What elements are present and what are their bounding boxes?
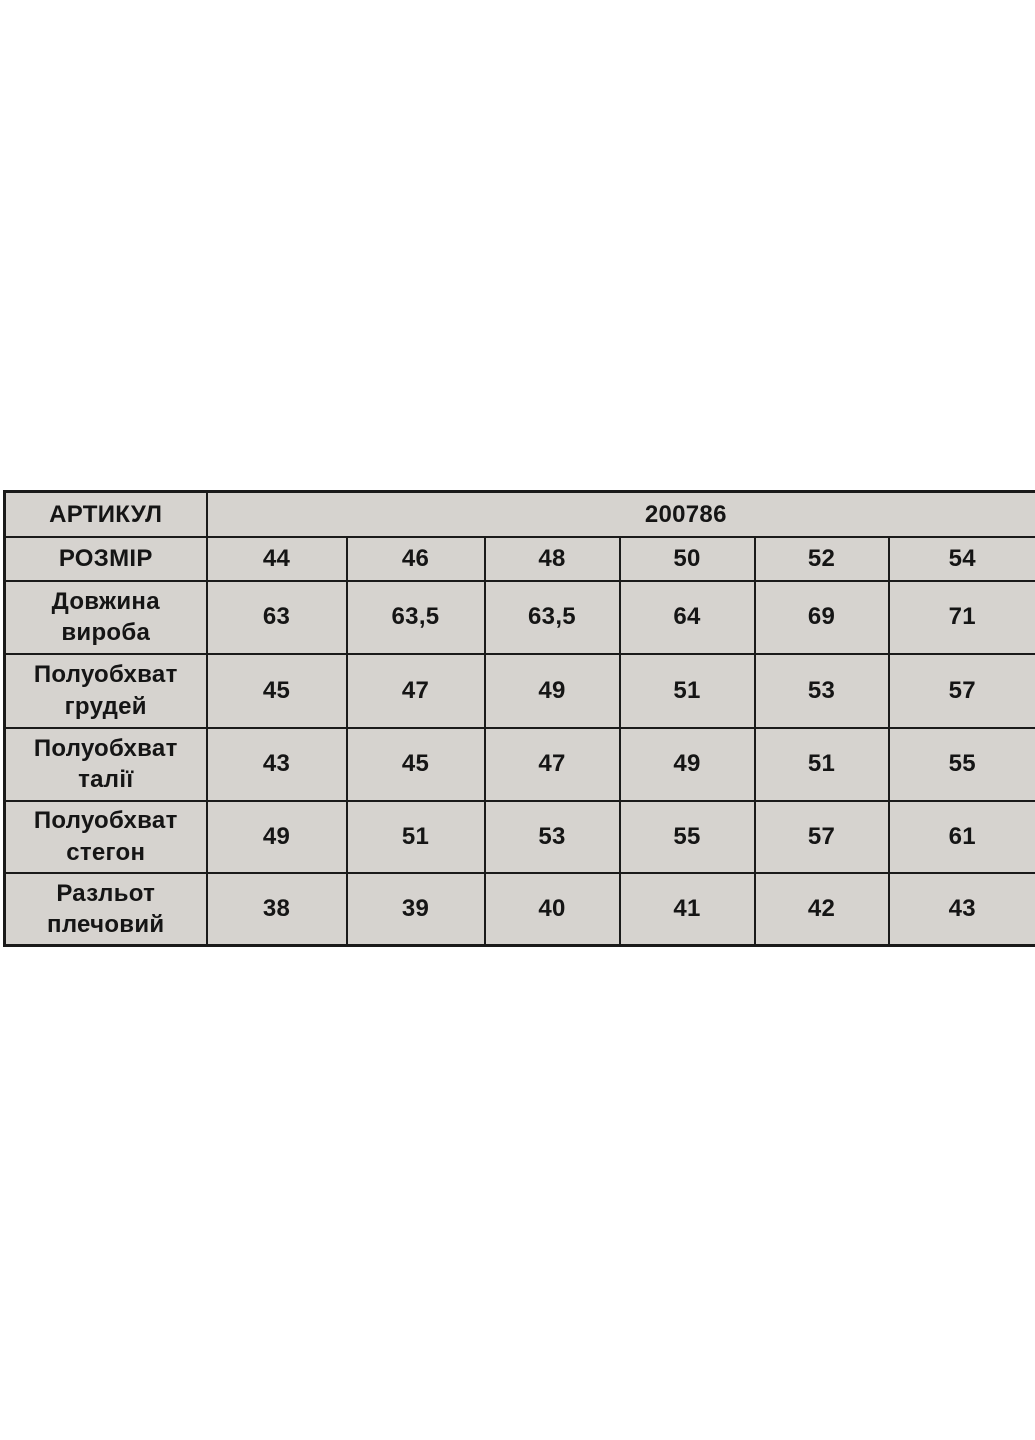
measurement-row — [5, 654, 1035, 728]
measurement-value: 41 — [620, 873, 755, 946]
size-value: 50 — [620, 537, 755, 581]
measurement-value: 69 — [755, 581, 889, 654]
measurement-value: 63,5 — [347, 581, 485, 654]
measurement-value: 61 — [889, 801, 1035, 873]
measurement-value: 47 — [347, 654, 485, 728]
measurement-row — [5, 728, 1035, 801]
measurement-value: 64 — [620, 581, 755, 654]
measurement-value: 55 — [620, 801, 755, 873]
size-value: 52 — [755, 537, 889, 581]
size-value: 44 — [207, 537, 347, 581]
measurement-value: 51 — [755, 728, 889, 801]
measurement-value: 63,5 — [485, 581, 620, 654]
measurement-value: 53 — [755, 654, 889, 728]
size-value: 46 — [347, 537, 485, 581]
measurement-value: 57 — [889, 654, 1035, 728]
measurement-value: 53 — [485, 801, 620, 873]
measurement-value: 51 — [347, 801, 485, 873]
measurement-value: 51 — [620, 654, 755, 728]
size-value: 54 — [889, 537, 1035, 581]
size-label: РОЗМІР — [5, 537, 207, 581]
measurement-value: 63 — [207, 581, 347, 654]
article-row — [5, 492, 1035, 537]
measurement-value: 38 — [207, 873, 347, 946]
article-value: 200786 — [207, 492, 1035, 537]
measurement-value: 45 — [347, 728, 485, 801]
measurement-row — [5, 801, 1035, 873]
measurement-value: 45 — [207, 654, 347, 728]
measurement-value: 39 — [347, 873, 485, 946]
measurement-value: 71 — [889, 581, 1035, 654]
measurement-label: Разльот плечовий — [5, 873, 207, 946]
measurement-value: 55 — [889, 728, 1035, 801]
size-row — [5, 537, 1035, 581]
measurement-value: 47 — [485, 728, 620, 801]
measurement-label: Полуобхват грудей — [5, 654, 207, 728]
measurement-value: 57 — [755, 801, 889, 873]
measurement-label: Полуобхват стегон — [5, 801, 207, 873]
measurement-value: 49 — [620, 728, 755, 801]
measurement-label: Довжина вироба — [5, 581, 207, 654]
measurement-value: 49 — [207, 801, 347, 873]
measurement-value: 43 — [207, 728, 347, 801]
size-value: 48 — [485, 537, 620, 581]
article-label: АРТИКУЛ — [5, 492, 207, 537]
measurement-value: 43 — [889, 873, 1035, 946]
measurement-value: 49 — [485, 654, 620, 728]
size-chart-table — [3, 490, 1035, 947]
measurement-row — [5, 581, 1035, 654]
measurement-value: 40 — [485, 873, 620, 946]
measurement-value: 42 — [755, 873, 889, 946]
measurement-row — [5, 873, 1035, 946]
measurement-label: Полуобхват талії — [5, 728, 207, 801]
